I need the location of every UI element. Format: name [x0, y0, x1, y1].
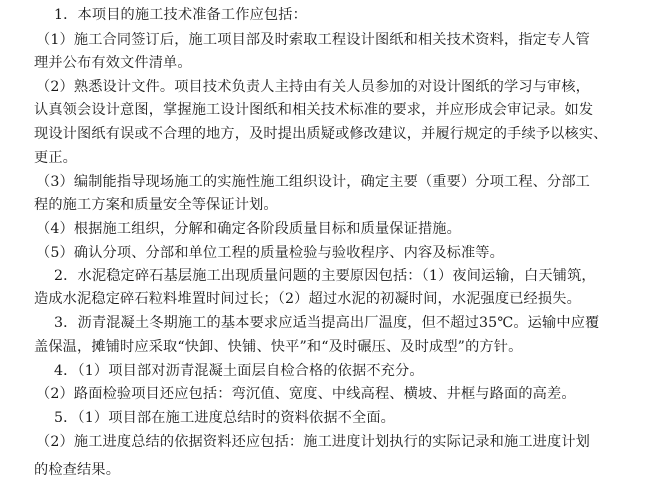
text-line-08: （3）编制能指导现场施工的实施性施工组织设计，确定主要（重要）分项工程、分部工	[36, 174, 591, 190]
text-line-18: 5．（1）项目部在施工进度总结时的资料依据不全面。	[54, 410, 396, 426]
text-line-13: 造成水泥稳定碎石粒料堆置时间过长；（2）超过水泥的初凝时间，水泥强度已经损失。	[34, 291, 581, 307]
text-line-15: 盖保温，摊铺时应采取“快卸、快铺、快平”和“及时碾压、及时成型”的方针。	[34, 339, 523, 355]
text-line-10: （4）根据施工组织，分解和确定各阶段质量目标和质量保证措施。	[36, 221, 461, 237]
text-line-12: 2．水泥稳定碎石基层施工出现质量问题的主要原因包括：（1）夜间运输，白天铺筑，	[54, 268, 596, 284]
text-line-11: （5）确认分项、分部和单位工程的质量检验与验收程序、内容及标准等。	[36, 245, 504, 261]
text-line-14: 3．沥青混凝土冬期施工的基本要求应适当提高出厂温度，但不超过35℃。运输中应覆	[54, 315, 600, 331]
text-line-20: 的检查结果。	[34, 462, 121, 478]
text-line-07: 更正。	[34, 150, 78, 166]
text-line-09: 程的施工方案和质量安全等保证计划。	[34, 197, 278, 213]
text-line-04: （2）熟悉设计文件。项目技术负责人主持由有关人员参加的对设计图纸的学习与审核，	[36, 79, 591, 95]
text-line-16: 4．（1）项目部对沥青混凝土面层自检合格的依据不充分。	[54, 363, 424, 379]
text-line-06: 现设计图纸有误或不合理的地方，及时提出质疑或修改建议，并履行规定的手续予以核实、	[34, 126, 608, 142]
text-line-17: （2）路面检验项目还应包括：弯沉值、宽度、中线高程、横坡、井框与路面的高差。	[36, 386, 576, 402]
text-line-02: （1）施工合同签订后，施工项目部及时索取工程设计图纸和相关技术资料，指定专人管	[36, 32, 591, 48]
text-line-01: 1．本项目的施工技术准备工作应包括：	[54, 7, 307, 23]
text-line-03: 理并公布有效文件清单。	[34, 55, 192, 71]
text-line-05: 认真领会设计意图，掌握施工设计图纸和相关技术标准的要求，并应形成会审记录。如发	[34, 102, 594, 118]
text-line-19: （2）施工进度总结的依据资料还应包括：施工进度计划执行的实际记录和施工进度计划	[36, 434, 591, 450]
